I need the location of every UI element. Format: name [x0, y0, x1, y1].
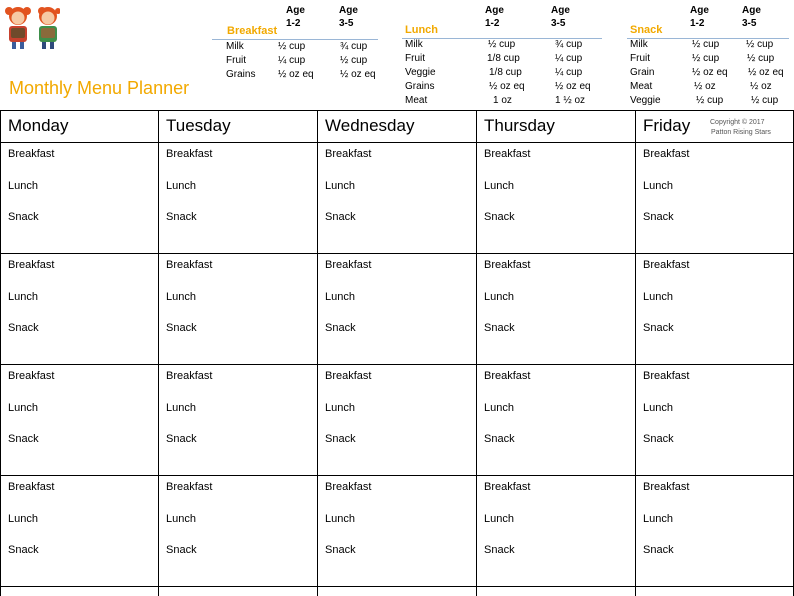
guide-item: Veggie: [630, 95, 661, 106]
grid-col-line: [0, 110, 1, 596]
meal-slot-lunch: Lunch: [166, 290, 196, 303]
page-title: Monthly Menu Planner: [9, 78, 190, 98]
meal-slot-snack: Snack: [166, 322, 197, 334]
grid-row-line: [0, 586, 794, 587]
guide-item: Grain: [630, 67, 655, 78]
meal-slot-snack: Snack: [8, 544, 39, 556]
meal-slot-snack: Snack: [484, 544, 515, 556]
meal-slot-breakfast: Breakfast: [325, 259, 372, 271]
guide-value-a: ½ cup: [696, 95, 724, 106]
day-cell[interactable]: [484, 148, 624, 248]
day-cell[interactable]: [8, 259, 148, 359]
day-cell[interactable]: [484, 370, 624, 470]
guide-value-a: ½ oz eq: [278, 69, 314, 80]
meal-slot-breakfast: Breakfast: [484, 481, 531, 493]
age-label: Age: [339, 5, 358, 16]
meal-slot-lunch: Lunch: [643, 290, 673, 303]
day-cell[interactable]: [643, 481, 783, 581]
meal-slot-snack: Snack: [8, 211, 39, 223]
lunch-guide: [402, 4, 607, 108]
meal-slot-snack: Snack: [643, 433, 674, 445]
age-label: Age: [286, 5, 305, 16]
meal-slot-snack: Snack: [484, 211, 515, 223]
meal-slot-breakfast: Breakfast: [166, 481, 213, 493]
guide-value-a: ½ oz eq: [692, 67, 728, 78]
guide-value-a: ½ oz: [694, 81, 716, 92]
day-cell[interactable]: [166, 259, 306, 359]
guide-value-a: ½ oz eq: [489, 81, 525, 92]
guide-value-b: ½ cup: [747, 53, 775, 64]
guide-meal-name: Breakfast: [227, 25, 278, 37]
grid-col-line: [635, 110, 636, 596]
meal-slot-breakfast: Breakfast: [484, 148, 531, 160]
day-cell[interactable]: [166, 370, 306, 470]
day-header-friday: Friday: [643, 116, 691, 135]
guide-value-b: ¾ cup: [340, 41, 368, 52]
age-range: 1-2: [485, 18, 500, 29]
meal-slot-snack: Snack: [8, 433, 39, 445]
copyright-line: Copyright © 2017: [710, 119, 765, 126]
day-cell[interactable]: [8, 148, 148, 248]
guide-value-a: ½ cup: [278, 41, 306, 52]
guide-item: Fruit: [405, 53, 425, 64]
meal-slot-breakfast: Breakfast: [484, 370, 531, 382]
guide-rule: [212, 39, 378, 40]
guide-value-a: 1/8 cup: [487, 53, 520, 64]
day-cell[interactable]: [8, 370, 148, 470]
age-label: Age: [485, 5, 504, 16]
meal-slot-snack: Snack: [325, 544, 356, 556]
day-cell[interactable]: [325, 148, 465, 248]
day-cell[interactable]: [484, 259, 624, 359]
meal-slot-snack: Snack: [484, 322, 515, 334]
meal-slot-snack: Snack: [484, 433, 515, 445]
guide-item: Fruit: [630, 53, 650, 64]
meal-slot-breakfast: Breakfast: [8, 148, 55, 160]
age-col-a: [286, 4, 305, 30]
age-label: Age: [690, 5, 709, 16]
meal-slot-lunch: Lunch: [643, 401, 673, 414]
guide-item: Grains: [405, 81, 435, 92]
day-cell[interactable]: [643, 259, 783, 359]
guide-value-b: ½ oz eq: [748, 67, 784, 78]
guide-value-b: ½ oz: [750, 81, 772, 92]
grid-row-line: [0, 142, 794, 143]
guide-value-b: ½ oz eq: [555, 81, 591, 92]
meal-slot-breakfast: Breakfast: [325, 148, 372, 160]
meal-slot-breakfast: Breakfast: [8, 370, 55, 382]
meal-slot-lunch: Lunch: [643, 512, 673, 525]
day-cell[interactable]: [325, 481, 465, 581]
meal-slot-breakfast: Breakfast: [8, 259, 55, 271]
meal-slot-lunch: Lunch: [8, 179, 38, 192]
guide-item: Milk: [630, 39, 648, 50]
meal-slot-snack: Snack: [643, 211, 674, 223]
kids-clipart-icon: [2, 2, 60, 50]
age-range: 3-5: [339, 18, 354, 29]
meal-slot-lunch: Lunch: [8, 290, 38, 303]
day-header-thursday: Thursday: [484, 116, 555, 135]
grid-col-line: [476, 110, 477, 596]
guide-value-b: ½ cup: [751, 95, 779, 106]
meal-slot-snack: Snack: [166, 211, 197, 223]
age-range: 3-5: [742, 18, 757, 29]
meal-slot-snack: Snack: [325, 433, 356, 445]
menu-grid: [0, 110, 794, 596]
guide-value-b: ½ oz eq: [340, 69, 376, 80]
meal-slot-breakfast: Breakfast: [325, 481, 372, 493]
meal-slot-lunch: Lunch: [325, 179, 355, 192]
snack-guide: [627, 4, 792, 108]
guide-value-a: ½ cup: [488, 39, 516, 50]
meal-slot-breakfast: Breakfast: [8, 481, 55, 493]
meal-slot-snack: Snack: [166, 433, 197, 445]
meal-slot-breakfast: Breakfast: [166, 148, 213, 160]
day-cell[interactable]: [643, 148, 783, 248]
guide-value-b: 1 ½ oz: [555, 95, 586, 106]
grid-row-line: [0, 110, 794, 111]
meal-slot-breakfast: Breakfast: [325, 370, 372, 382]
age-label: Age: [551, 5, 570, 16]
day-cell[interactable]: [325, 259, 465, 359]
meal-slot-breakfast: Breakfast: [484, 259, 531, 271]
guide-value-a: ¼ cup: [278, 55, 306, 66]
day-cell[interactable]: [325, 370, 465, 470]
day-cell[interactable]: [166, 148, 306, 248]
guide-item: Meat: [405, 95, 428, 106]
meal-slot-breakfast: Breakfast: [166, 259, 213, 271]
guide-item: Veggie: [405, 67, 436, 78]
grid-row-line: [0, 253, 794, 254]
meal-slot-lunch: Lunch: [325, 512, 355, 525]
age-col-a: [485, 4, 504, 30]
meal-slot-lunch: Lunch: [8, 401, 38, 414]
meal-slot-lunch: Lunch: [484, 179, 514, 192]
meal-slot-breakfast: Breakfast: [643, 481, 690, 493]
guide-value-b: ¼ cup: [555, 67, 583, 78]
age-col-b: [339, 4, 358, 30]
meal-slot-lunch: Lunch: [325, 401, 355, 414]
day-header-wednesday: Wednesday: [325, 116, 415, 135]
day-cell[interactable]: [8, 481, 148, 581]
day-cell[interactable]: [166, 481, 306, 581]
meal-slot-lunch: Lunch: [484, 512, 514, 525]
guide-item: Meat: [630, 81, 653, 92]
grid-row-line: [0, 364, 794, 365]
copyright-notice: [710, 118, 771, 138]
grid-row-line: [0, 475, 794, 476]
meal-slot-lunch: Lunch: [166, 401, 196, 414]
guide-value-b: ¼ cup: [555, 53, 583, 64]
meal-slot-snack: Snack: [325, 322, 356, 334]
meal-slot-breakfast: Breakfast: [643, 259, 690, 271]
guide-value-b: ½ cup: [340, 55, 368, 66]
meal-slot-lunch: Lunch: [484, 290, 514, 303]
meal-slot-breakfast: Breakfast: [166, 370, 213, 382]
meal-slot-lunch: Lunch: [325, 290, 355, 303]
guide-value-a: 1/8 cup: [489, 67, 522, 78]
age-col-b: [551, 4, 570, 30]
guide-value-b: ¾ cup: [555, 39, 583, 50]
guide-item: Milk: [405, 39, 423, 50]
breakfast-guide: [212, 4, 382, 84]
age-range: 1-2: [286, 18, 301, 29]
guide-value-a: ½ cup: [692, 53, 720, 64]
copyright-owner: Patton Rising Stars: [711, 129, 771, 136]
guide-meal-name: Snack: [630, 24, 663, 36]
age-label: Age: [742, 5, 761, 16]
grid-col-line: [158, 110, 159, 596]
age-range: 3-5: [551, 18, 566, 29]
guide-item: Grains: [226, 69, 256, 80]
meal-slot-lunch: Lunch: [8, 512, 38, 525]
meal-slot-breakfast: Breakfast: [643, 370, 690, 382]
meal-slot-snack: Snack: [643, 322, 674, 334]
day-cell[interactable]: [484, 481, 624, 581]
guide-value-a: 1 oz: [493, 95, 512, 106]
guide-item: Fruit: [226, 55, 246, 66]
meal-slot-lunch: Lunch: [484, 401, 514, 414]
grid-col-line: [317, 110, 318, 596]
meal-slot-breakfast: Breakfast: [643, 148, 690, 160]
age-range: 1-2: [690, 18, 705, 29]
meal-slot-snack: Snack: [166, 544, 197, 556]
day-header-tuesday: Tuesday: [166, 116, 231, 135]
day-cell[interactable]: [643, 370, 783, 470]
meal-slot-lunch: Lunch: [643, 179, 673, 192]
meal-slot-lunch: Lunch: [166, 512, 196, 525]
meal-slot-snack: Snack: [8, 322, 39, 334]
meal-slot-lunch: Lunch: [166, 179, 196, 192]
day-header-monday: Monday: [8, 116, 69, 135]
guide-item: Milk: [226, 41, 244, 52]
meal-slot-snack: Snack: [643, 544, 674, 556]
meal-slot-snack: Snack: [325, 211, 356, 223]
guide-value-b: ½ cup: [746, 39, 774, 50]
guide-value-a: ½ cup: [692, 39, 720, 50]
guide-meal-name: Lunch: [405, 24, 438, 36]
age-col-a: [690, 4, 709, 30]
age-col-b: [742, 4, 761, 30]
